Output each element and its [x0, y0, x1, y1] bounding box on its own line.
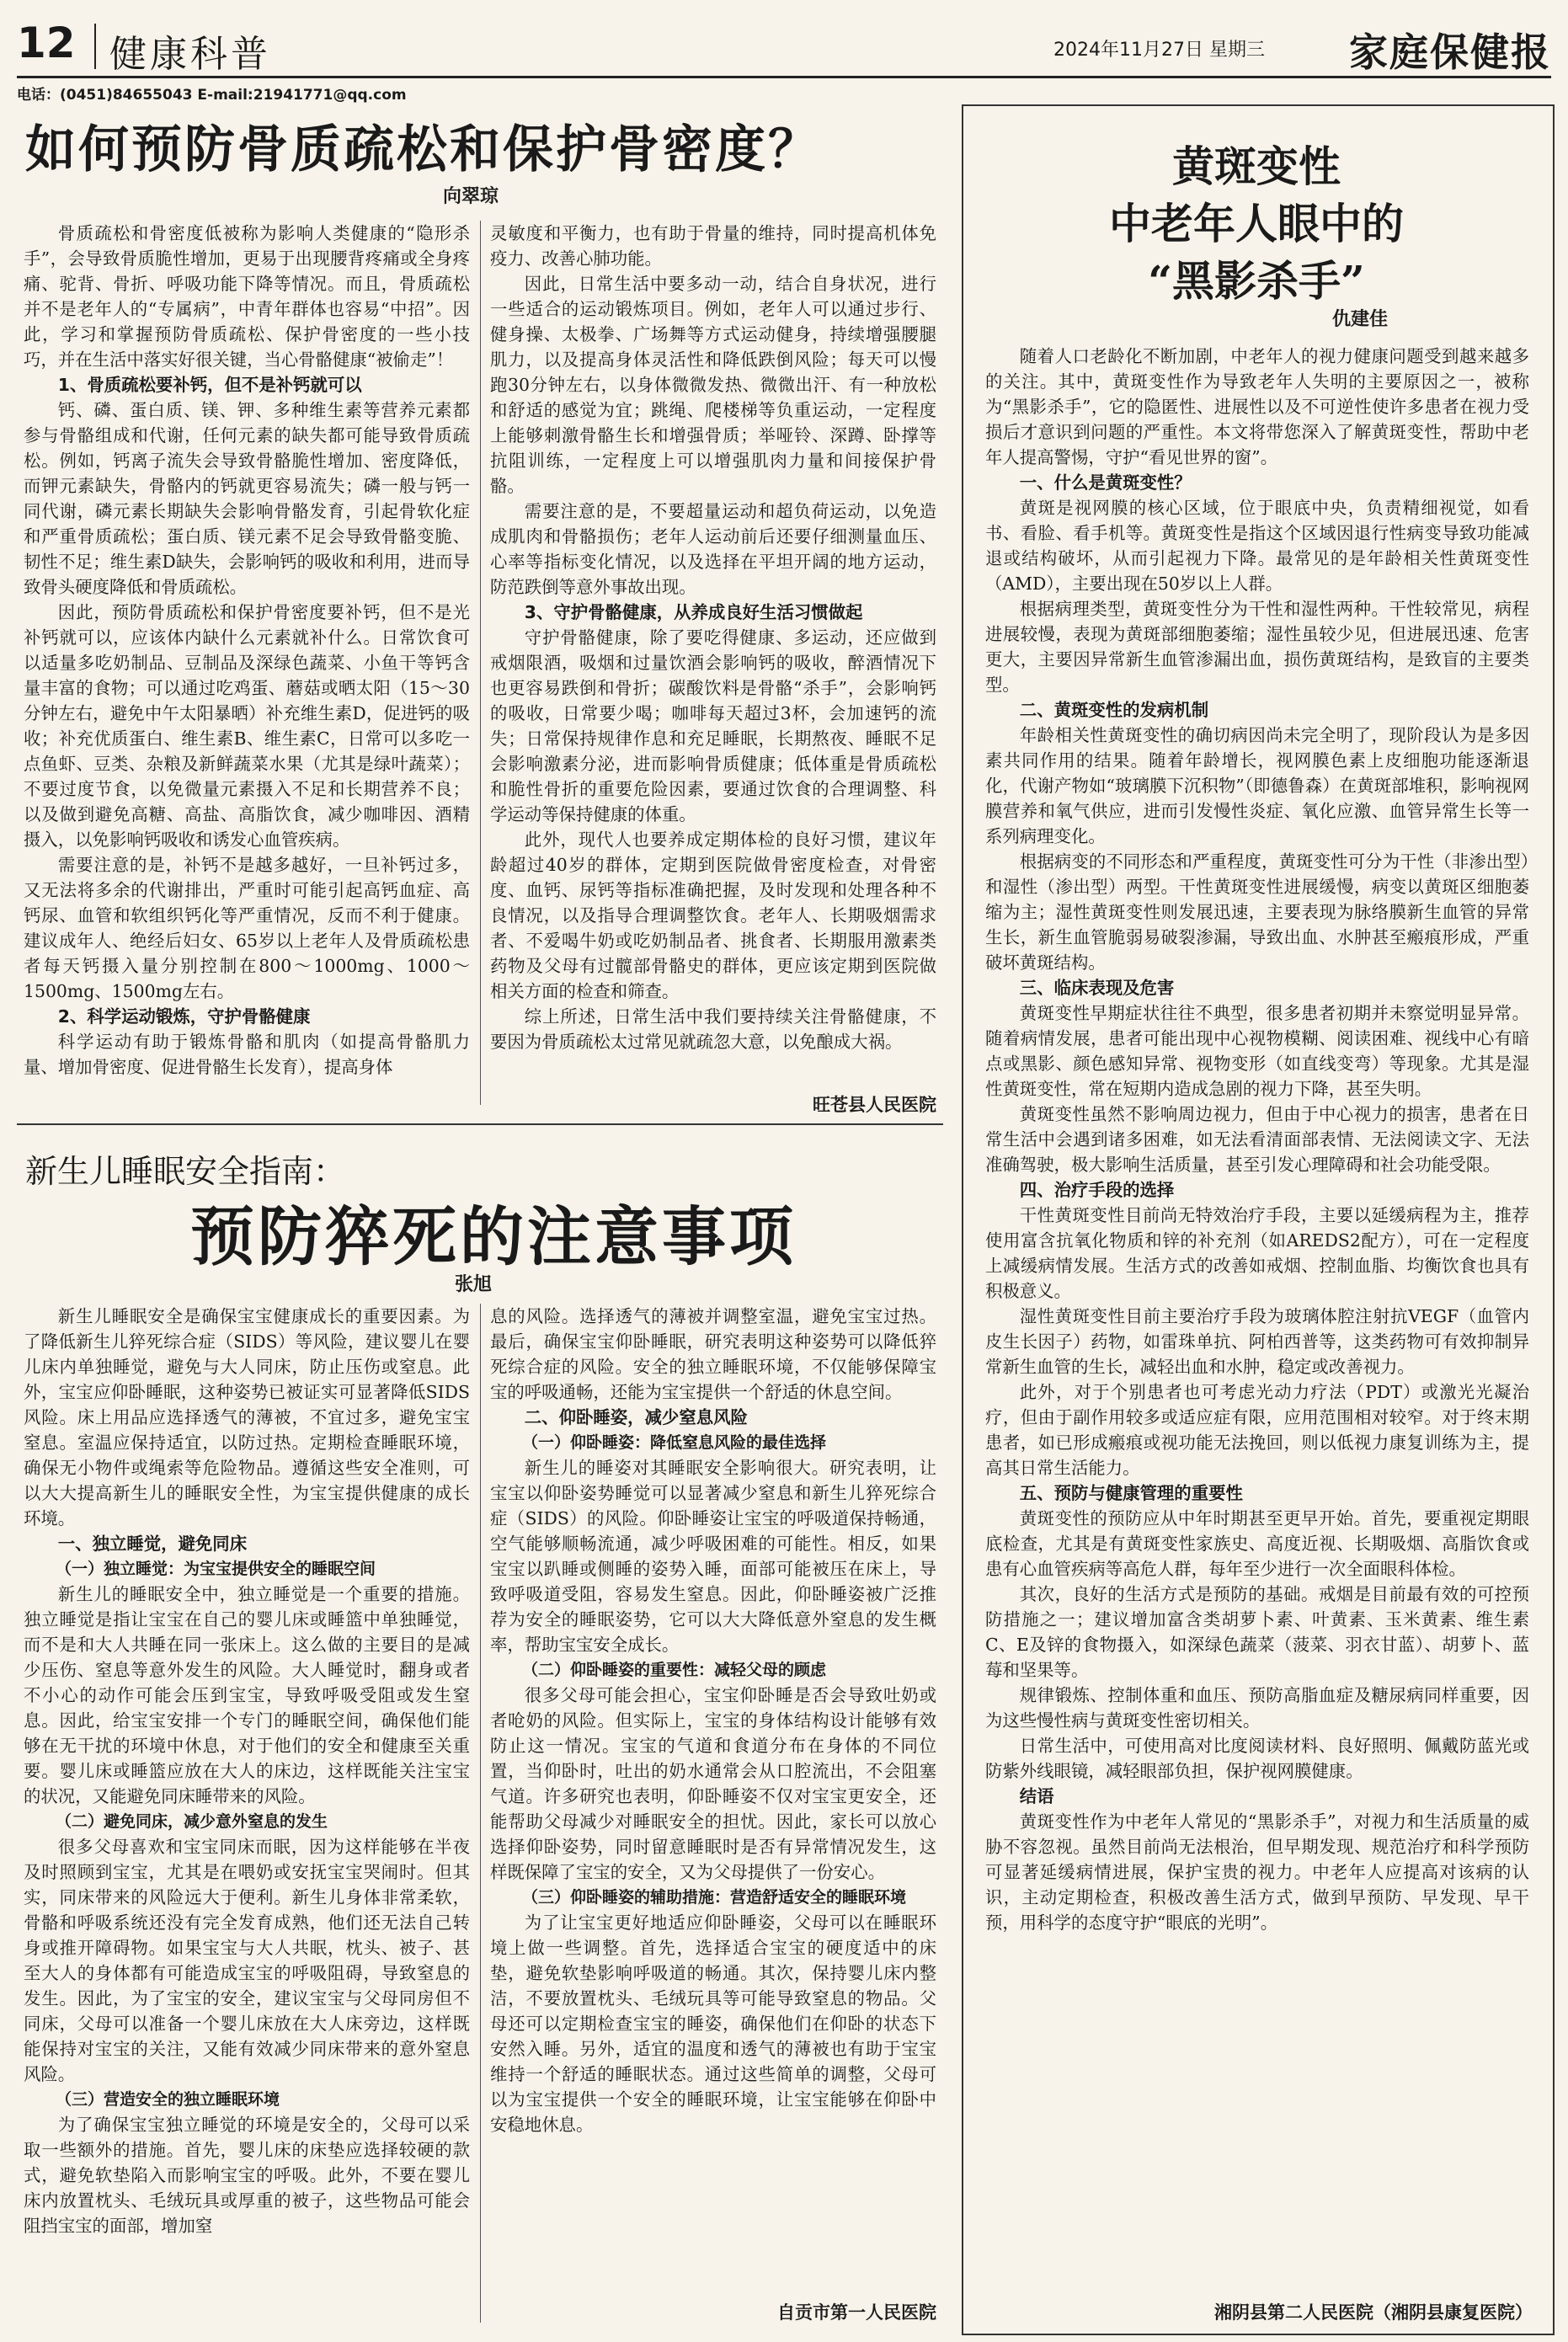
paragraph: 黄斑变性早期症状往往不典型，很多患者初期并未察觉明显异常。随着病情发展，患者可能出现中心视物模糊、阅读困难、视线中心有暗点或黑影、颜色感知异常、视物变形（如直线变弯）等现象。尤其是湿性黄斑变性，常在短期内造成急剧的视力下降，甚至失明。 [985, 1003, 1529, 1099]
paragraph: 日常生活中，可使用高对比度阅读材料、良好照明、佩戴防蓝光或防紫外线眼镜，减轻眼部负担，保护视网膜健康。 [985, 1736, 1529, 1781]
paragraph: 根据病理类型，黄斑变性分为干性和湿性两种。干性较常见，病程进展较慢，表现为黄斑部细胞萎缩；湿性虽较少见，但进展迅速、危害更大，主要因异常新生血管渗漏出血，损伤黄斑结构，是致盲的主要类型。 [985, 599, 1529, 695]
paragraph: 综上所述，日常生活中我们要持续关注骨骼健康，不要因为骨质疏松太过常见就疏忽大意，以免酿成大祸。 [490, 1006, 936, 1052]
subsection-heading: （二）避免同床，减少意外窒息的发生 [56, 1812, 328, 1831]
article3-title-line-1: 黄斑变性 [1172, 141, 1341, 191]
article1-column-2 [490, 221, 936, 1063]
article1-credit: 旺苍县人民医院 [813, 1095, 936, 1115]
section-heading: 五、预防与健康管理的重要性 [1019, 1483, 1243, 1503]
article1-author: 向翠琼 [443, 186, 499, 207]
paragraph: 干性黄斑变性目前尚无特效治疗手段，主要以延缓病程为主，推荐使用富含抗氧化物质和锌的补充剂（如AREDS2配方），可在一定程度上减缓病情发展。生活方式的改善如戒烟、控制血脂、均衡饮食也具有积极意义。 [985, 1205, 1529, 1301]
paragraph: 其次，良好的生活方式是预防的基础。戒烟是目前最有效的可控预防措施之一；建议增加富含类胡萝卜素、叶黄素、玉米黄素、维生素C、E及锌的食物摄入，如深绿色蔬菜（菠菜、羽衣甘蓝）、胡萝卜、蓝莓和坚果等。 [985, 1584, 1529, 1680]
paragraph: 守护骨骼健康，除了要吃得健康、多运动，还应做到戒烟限酒，吸烟和过量饮酒会影响钙的吸收，醉酒情况下也更容易跌倒和骨折；碳酸饮料是骨骼“杀手”，会影响钙的吸收，日常要少喝；咖啡每天超过3杯，会加速钙的流失；日常保持规律作息和充足睡眠，长期熬夜、睡眠不足会影响激素分泌，进而影响骨质健康；低体重是骨质疏松和脆性骨折的重要危险因素，要通过饮食的合理调整、科学运动等保持健康的体重。 [490, 627, 936, 824]
subsection-heading: （一）独立睡觉：为宝宝提供安全的睡眠空间 [56, 1560, 376, 1578]
paragraph: 因此，预防骨质疏松和保护骨密度要补钙，但不是光补钙就可以，应该体内缺什么元素就补什么。日常饮食可以适量多吃奶制品、豆制品及深绿色蔬菜、小鱼干等钙含量丰富的食物；可以通过吃鸡蛋、蘑菇或晒太阳（15～30分钟左右，避免中午太阳暴晒）补充维生素D，促进钙的吸收；补充优质蛋白、维生素B、维生素C，日常可以多吃一点鱼虾、豆类、杂粮及新鲜蔬菜水果（尤其是绿叶蔬菜）；不要过度节食，以免微量元素摄入不足和长期营养不良；以及做到避免高糖、高盐、高脂饮食，减少咖啡因、酒精摄入，以免影响钙吸收和诱发心血管疾病。 [24, 602, 470, 850]
article2-credit: 自贡市第一人民医院 [777, 2302, 936, 2323]
paragraph: 需要注意的是，不要超量运动和超负荷运动，以免造成肌肉和骨骼损伤；老年人运动前后还要仔细测量血压、心率等指标变化情况，以及选择在平坦开阔的地方运动，防范跌倒等意外事故出现。 [490, 501, 936, 597]
paragraph: 新生儿的睡眠安全中，独立睡觉是一个重要的措施。独立睡觉是指让宝宝在自己的婴儿床或睡篮中单独睡觉，而不是和大人共睡在同一张床上。这么做的主要目的是减少压伤、窒息等意外发生的风险。大人睡觉时，翻身或者不小心的动作可能会压到宝宝，导致呼吸受阻或发生窒息。因此，给宝宝安排一个专门的睡眠空间，确保他们能够在无干扰的环境中休息，对于他们的安全和健康至关重要。婴儿床或睡篮应放在大人的床边，这样既能关注宝宝的状况，又能避免同床睡带来的风险。 [24, 1584, 470, 1806]
section-heading: 2、科学运动锻炼，守护骨骼健康 [57, 1006, 311, 1027]
article3-credit: 湘阴县第二人民医院（湘阴县康复医院） [1214, 2302, 1533, 2323]
paragraph-continuation: 息的风险。选择透气的薄被并调整室温，避免宝宝过热。最后，确保宝宝仰卧睡眠，研究表明这种姿势可以降低猝死综合症的风险。安全的独立睡眠环境，不仅能够保障宝宝的呼吸通畅，还能为宝宝提供一个舒适的休息空间。 [490, 1306, 936, 1402]
section-name: 健康科普 [109, 33, 271, 76]
subsection-heading: （三）营造安全的独立睡眠环境 [56, 2090, 280, 2109]
section-heading: 二、黄斑变性的发病机制 [1019, 700, 1209, 720]
subsection-heading: （二）仰卧睡姿的重要性：减轻父母的顾虑 [522, 1661, 827, 1679]
paragraph: 湿性黄斑变性目前主要治疗手段为玻璃体腔注射抗VEGF（血管内皮生长因子）药物，如雷珠单抗、阿柏西普等，这类药物可有效抑制异常新生血管的生长，减轻出血和水肿，稳定或改善视力。 [985, 1306, 1529, 1377]
paragraph: 黄斑变性虽然不影响周边视力，但由于中心视力的损害，患者在日常生活中会遇到诸多困难，如无法看清面部表情、无法阅读文字、无法准确驾驶，极大影响生活质量，甚至引发心理障碍和社会功能受限。 [985, 1104, 1529, 1175]
article1-column-rule [480, 221, 481, 1105]
article3-body [985, 344, 1529, 2281]
paragraph: 因此，日常生活中要多动一动，结合自身状况，进行一些适合的运动锻炼项目。例如，老年人可以通过步行、健身操、太极拳、广场舞等方式运动健身，持续增强腰腿肌力，以及提高身体灵活性和降低跌倒风险；每天可以慢跑30分钟左右，以身体微微发热、微微出汗、有一种放松和舒适的感觉为宜；跳绳、爬楼梯等负重运动，一定程度上能够刺激骨骼生长和增强骨质；举哑铃、深蹲、卧撑等抗阻训练，一定程度上可以增强肌肉力量和间接保护骨骼。 [490, 274, 936, 496]
article3-title-line-3: “黑影杀手” [1148, 256, 1365, 306]
paragraph: 根据病变的不同形态和严重程度，黄斑变性可分为干性（非渗出型）和湿性（渗出型）两型。干性黄斑变性进展缓慢，病变以黄斑区细胞萎缩为主；湿性黄斑变性则发展迅速，主要表现为脉络膜新生血管的异常生长，新生血管脆弱易破裂渗漏，导致出血、水肿甚至瘢痕形成，严重破坏黄斑结构。 [985, 851, 1529, 973]
paper-name: 家庭保健报 [1349, 29, 1551, 75]
article2-column-rule [480, 1304, 481, 2323]
article1-column-1 [24, 221, 470, 1113]
paragraph: 随着人口老龄化不断加剧，中老年人的视力健康问题受到越来越多的关注。其中，黄斑变性作为导致老年人失明的主要原因之一，被称为“黑影杀手”，它的隐匿性、进展性以及不可逆性使许多患者在视力受损后才意识到问题的严重性。本文将带您深入了解黄斑变性，帮助中老年人提高警惕，守护“看见世界的窗”。 [985, 346, 1529, 467]
section-heading: 一、什么是黄斑变性？ [1019, 472, 1192, 493]
section-heading: 1、骨质疏松要补钙，但不是补钙就可以 [57, 375, 362, 395]
masthead-divider [94, 24, 96, 69]
paragraph: 黄斑是视网膜的核心区域，位于眼底中央，负责精细视觉，如看书、看脸、看手机等。黄斑变性是指这个区域因退行性病变导致功能减退或结构破坏，从而引起视力下降。最常见的是年龄相关性黄斑变性（AMD），主要出现在50岁以上人群。 [985, 498, 1529, 594]
paragraph: 新生儿的睡姿对其睡眠安全影响很大。研究表明，让宝宝以仰卧姿势睡觉可以显著减少窒息和新生儿猝死综合症（SIDS）的风险。仰卧睡姿让宝宝的呼吸道保持畅通，空气能够顺畅流通，减少呼吸困难的可能性。相反，如果宝宝以趴睡或侧睡的姿势入睡，面部可能被压在床上，导致呼吸道受阻，容易发生窒息。因此，仰卧睡姿被广泛推荐为安全的睡眠姿势，它可以大大降低意外窒息的发生概率，帮助宝宝安全成长。 [490, 1458, 936, 1655]
section-heading: 三、临床表现及危害 [1019, 978, 1175, 998]
section-heading: 二、仰卧睡姿，减少窒息风险 [524, 1407, 748, 1427]
article2-column-2 [490, 1304, 936, 2272]
section-heading: 结语 [1019, 1786, 1054, 1806]
paragraph: 黄斑变性的预防应从中年时期甚至更早开始。首先，要重视定期眼底检查，尤其是有黄斑变性家族史、高度近视、长期吸烟、高脂饮食或患有心血管疾病等高危人群，每年至少进行一次全面眼科体检。 [985, 1508, 1529, 1579]
article2-column-1 [24, 1304, 470, 2331]
paragraph: 黄斑变性作为中老年人常见的“黑影杀手”，对视力和生活质量的威胁不容忽视。虽然目前尚无法根治，但早期发现、规范治疗和科学预防可显著延缓病情进展，保护宝贵的视力。中老年人应提高对该病的认识，主动定期检查，积极改善生活方式，做到早预防、早发现、早干预，用科学的态度守护“眼底的光明”。 [985, 1811, 1529, 1933]
article2-author: 张旭 [455, 1274, 493, 1295]
paragraph: 需要注意的是，补钙不是越多越好，一旦补钙过多，又无法将多余的代谢排出，严重时可能引起高钙血症、高钙尿、血管和软组织钙化等严重情况，反而不利于健康。建议成年人、绝经后妇女、65岁以上老年人及骨质疏松患者每天钙摄入量分别控制在800～1000mg、1000～1500mg、1500mg左右。 [24, 855, 470, 1001]
contact-line: 电话：(0451)84655043 E-mail:21941771@qq.com [17, 87, 407, 104]
article1-bottom-rule [17, 1123, 943, 1125]
article2-kicker: 新生儿睡眠安全指南： [25, 1153, 346, 1190]
paragraph: 年龄相关性黄斑变性的确切病因尚未完全明了，现阶段认为是多因素共同作用的结果。随着年龄增长，视网膜色素上皮细胞功能逐渐退化，代谢产物如“玻璃膜下沉积物”（即德鲁森）在黄斑部堆积，影响视网膜营养和氧气供应，进而引发慢性炎症、氧化应激、血管异常生长等一系列病理变化。 [985, 725, 1529, 846]
masthead [17, 15, 1551, 78]
page-number: 12 [17, 19, 76, 67]
paragraph: 很多父母喜欢和宝宝同床而眠，因为这样能够在半夜及时照顾到宝宝，尤其是在喂奶或安抚宝宝哭闹时。但其实，同床带来的风险远大于便利。新生儿身体非常柔软，骨骼和呼吸系统还没有完全发育成熟，他们还无法自己转身或推开障碍物。如果宝宝与大人共眠，枕头、被子、甚至大人的身体都有可能造成宝宝的呼吸阻碍，导致窒息的发生。因此，为了宝宝的安全，建议宝宝与父母同房但不同床，父母可以准备一个婴儿床放在大人床旁边，这样既能保持对宝宝的关注，又能有效减少同床带来的意外窒息风险。 [24, 1837, 470, 2084]
paragraph: 科学运动有助于锻炼骨骼和肌肉（如提高骨骼肌力量、增加骨密度、促进骨骼生长发育），提高身体 [24, 1032, 470, 1077]
paragraph: 新生儿睡眠安全是确保宝宝健康成长的重要因素。为了降低新生儿猝死综合症（SIDS）等风险，建议婴儿在婴儿床内单独睡觉，避免与大人同床，防止压伤或窒息。此外，宝宝应仰卧睡眠，这种姿势已被证实可显著降低SIDS风险。床上用品应选择透气的薄被，不宜过多，避免宝宝窒息。室温应保持适宜，以防过热。定期检查睡眠环境，确保无小物件或绳索等危险物品。遵循这些安全准则，可以大大提高新生儿的睡眠安全性，为宝宝提供健康的成长环境。 [24, 1306, 470, 1528]
section-heading: 一、独立睡觉，避免同床 [57, 1534, 248, 1554]
article3-title-line-2: 中老年人眼中的 [1109, 199, 1404, 248]
paragraph-continuation: 灵敏度和平衡力，也有助于骨量的维持，同时提高机体免疫力、改善心肺功能。 [490, 223, 936, 269]
paragraph: 钙、磷、蛋白质、镁、钾、多种维生素等营养元素都参与骨骼组成和代谢，任何元素的缺失都可能导致骨质疏松。例如，钙离子流失会导致骨骼脆性增加、密度降低，而钾元素缺失，骨骼内的钙就更容易流失；磷一般与钙一同代谢，磷元素长期缺失会影响骨骼发育，引起骨软化症和严重骨质疏松；蛋白质、镁元素不足会导致骨骼变脆、韧性不足；维生素D缺失，会影响钙的吸收和利用，进而导致骨头硬度降低和骨质疏松。 [24, 400, 470, 597]
subsection-heading: （三）仰卧睡姿的辅助措施：营造舒适安全的睡眠环境 [522, 1888, 907, 1907]
paragraph: 此外，对于个别患者也可考虑光动力疗法（PDT）或激光光凝治疗，但由于副作用较多或适应症有限，应用范围相对较窄。对于终末期患者，如已形成瘢痕或视功能无法挽回，则以低视力康复训练为主，提高其日常生活能力。 [985, 1382, 1529, 1478]
article3-author: 仇建佳 [1332, 309, 1389, 330]
paragraph: 骨质疏松和骨密度低被称为影响人类健康的“隐形杀手”，会导致骨质脆性增加，更易于出现腰背疼痛或全身疼痛、驼背、骨折、呼吸功能下降等情况。而且，骨质疏松并不是老年人的“专属病”，中青年群体也容易“中招”。因此，学习和掌握预防骨质疏松、保护骨密度的一些小技巧，并在生活中落实好很关键，当心骨骼健康“被偷走”！ [24, 223, 470, 370]
section-heading: 3、守护骨骼健康，从养成良好生活习惯做起 [524, 602, 863, 622]
article1-title: 如何预防骨质疏松和保护骨密度？ [25, 120, 821, 179]
section-heading: 四、治疗手段的选择 [1019, 1180, 1175, 1200]
paragraph: 此外，现代人也要养成定期体检的良好习惯，建议年龄超过40岁的群体，定期到医院做骨密度检查，对骨密度、血钙、尿钙等指标准确把握，及时发现和处理各种不良情况，以及指导合理调整饮食。老年人、长期吸烟需求者、不爱喝牛奶或吃奶制品者、挑食者、长期服用激素类药物及父母有过髋部骨骼史的群体，更应该定期到医院做相关方面的检查和筛查。 [490, 830, 936, 1001]
paragraph: 规律锻炼、控制体重和血压、预防高脂血症及糖尿病同样重要，因为这些慢性病与黄斑变性密切相关。 [985, 1685, 1529, 1731]
subsection-heading: （一）仰卧睡姿：降低窒息风险的最佳选择 [522, 1433, 827, 1452]
article2-title: 预防猝死的注意事项 [190, 1199, 797, 1274]
issue-date: 2024年11月27日 星期三 [1053, 40, 1265, 61]
paragraph: 为了让宝宝更好地适应仰卧睡姿，父母可以在睡眠环境上做一些调整。首先，选择适合宝宝的硬度适中的床垫，避免软垫影响呼吸道的畅通。其次，保持婴儿床内整洁，不要放置枕头、毛绒玩具等可能导致窒息的物品。父母还可以定期检查宝宝的睡姿，确保他们在仰卧的状态下安然入睡。另外，适宜的温度和透气的薄被也有助于宝宝维持一个舒适的睡眠状态。通过这些简单的调整，父母可以为宝宝提供一个安全的睡眠环境，让宝宝能够在仰卧中安稳地休息。 [490, 1913, 936, 2135]
paragraph: 为了确保宝宝独立睡觉的环境是安全的，父母可以采取一些额外的措施。首先，婴儿床的床垫应选择较硬的款式，避免软垫陷入而影响宝宝的呼吸。此外，不要在婴儿床内放置枕头、毛绒玩具或厚重的被子，这些物品可能会阻挡宝宝的面部，增加窒 [24, 2115, 470, 2236]
paragraph: 很多父母可能会担心，宝宝仰卧睡是否会导致吐奶或者呛奶的风险。但实际上，宝宝的身体结构设计能够有效防止这一情况。宝宝的气道和食道分布在身体的不同位置，当仰卧时，吐出的奶水通常会从口腔流出，不会阻塞气道。许多研究也表明，仰卧睡姿不仅对宝宝更安全，还能帮助父母减少对睡眠安全的担忧。因此，家长可以放心选择仰卧姿势，同时留意睡眠时是否有异常情况发生，这样既保障了宝宝的安全，又为父母提供了一份安心。 [490, 1685, 936, 1882]
